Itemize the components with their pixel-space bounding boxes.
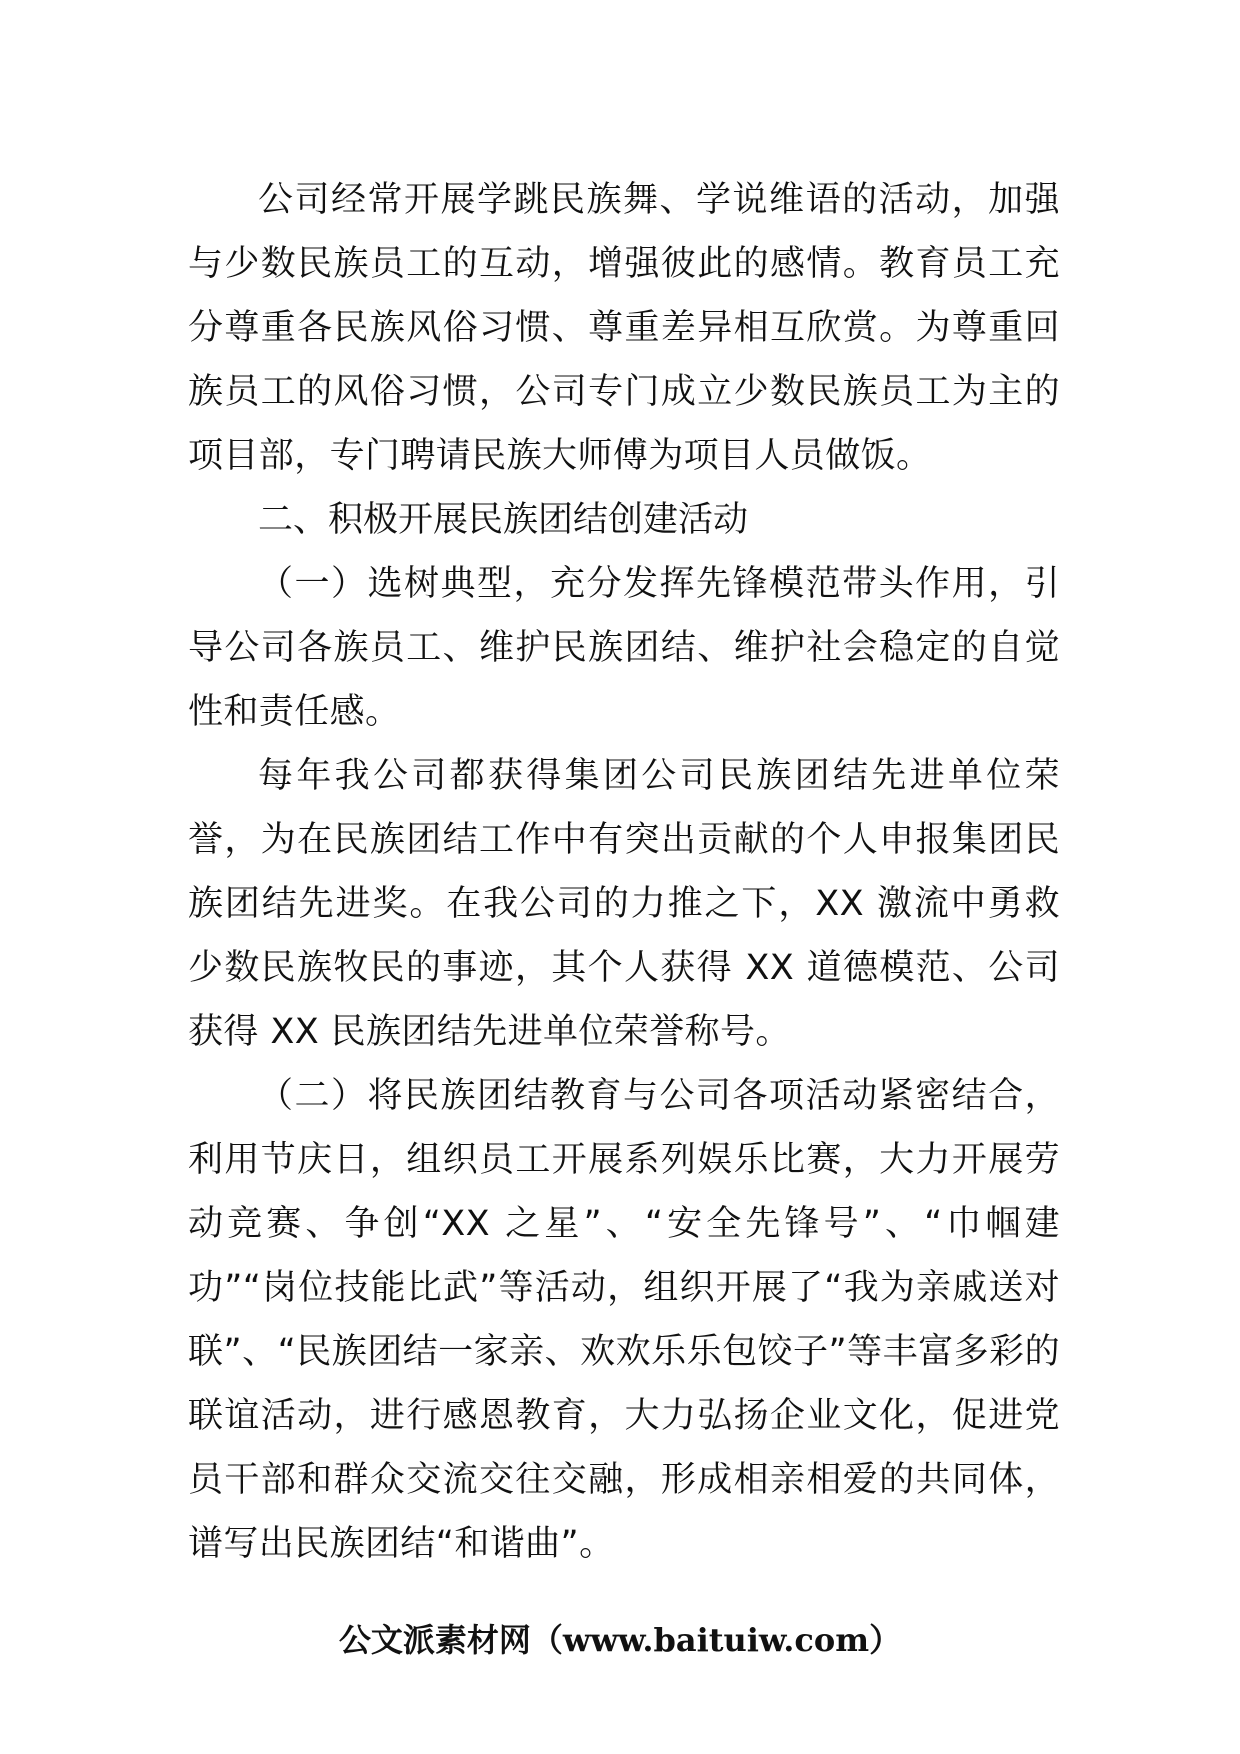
- paragraph-honors: 每年我公司都获得集团公司民族团结先进单位荣誉，为在民族团结工作中有突出贡献的个人申报集团民族团结先进奖。在我公司的力推之下，XX 激流中勇救少数民族牧民的事迹，其个人获得 XX 道德模范、公司获得 XX 民族团结先进单位荣誉称号。: [188, 756, 1060, 1052]
- paragraph-ethnic-activities: 公司经常开展学跳民族舞、学说维语的活动，加强与少数民族员工的互动，增强彼此的感情。教育员工充分尊重各民族风俗习惯、尊重差异相互欣赏。为尊重回族员工的风俗习惯，公司专门成立少数民族员工为主的项目部，专门聘请民族大师傅为项目人员做饭。: [188, 180, 1060, 476]
- footer-watermark: 公文派素材网（www.baituiw.com）: [338, 1621, 902, 1659]
- paragraph-subsection-1: （一）选树典型，充分发挥先锋模范带头作用，引导公司各族员工、维护民族团结、维护社会稳定的自觉性和责任感。: [188, 564, 1060, 732]
- section-heading-2: 二、积极开展民族团结创建活动: [258, 500, 749, 540]
- document-body: [188, 168, 1060, 1576]
- paragraph-subsection-2: （二）将民族团结教育与公司各项活动紧密结合，利用节庆日，组织员工开展系列娱乐比赛，大力开展劳动竞赛、争创“XX 之星”、“安全先锋号”、“巾帼建功”“岗位技能比武”等活动，组织开展了“我为亲戚送对联”、“民族团结一家亲、欢欢乐乐包饺子”等丰富多彩的联谊活动，进行感恩教育，大力弘扬企业文化，促进党员干部和群众交流交往交融，形成相亲相爱的共同体，谱写出民族团结“和谐曲”。: [188, 1076, 1060, 1564]
